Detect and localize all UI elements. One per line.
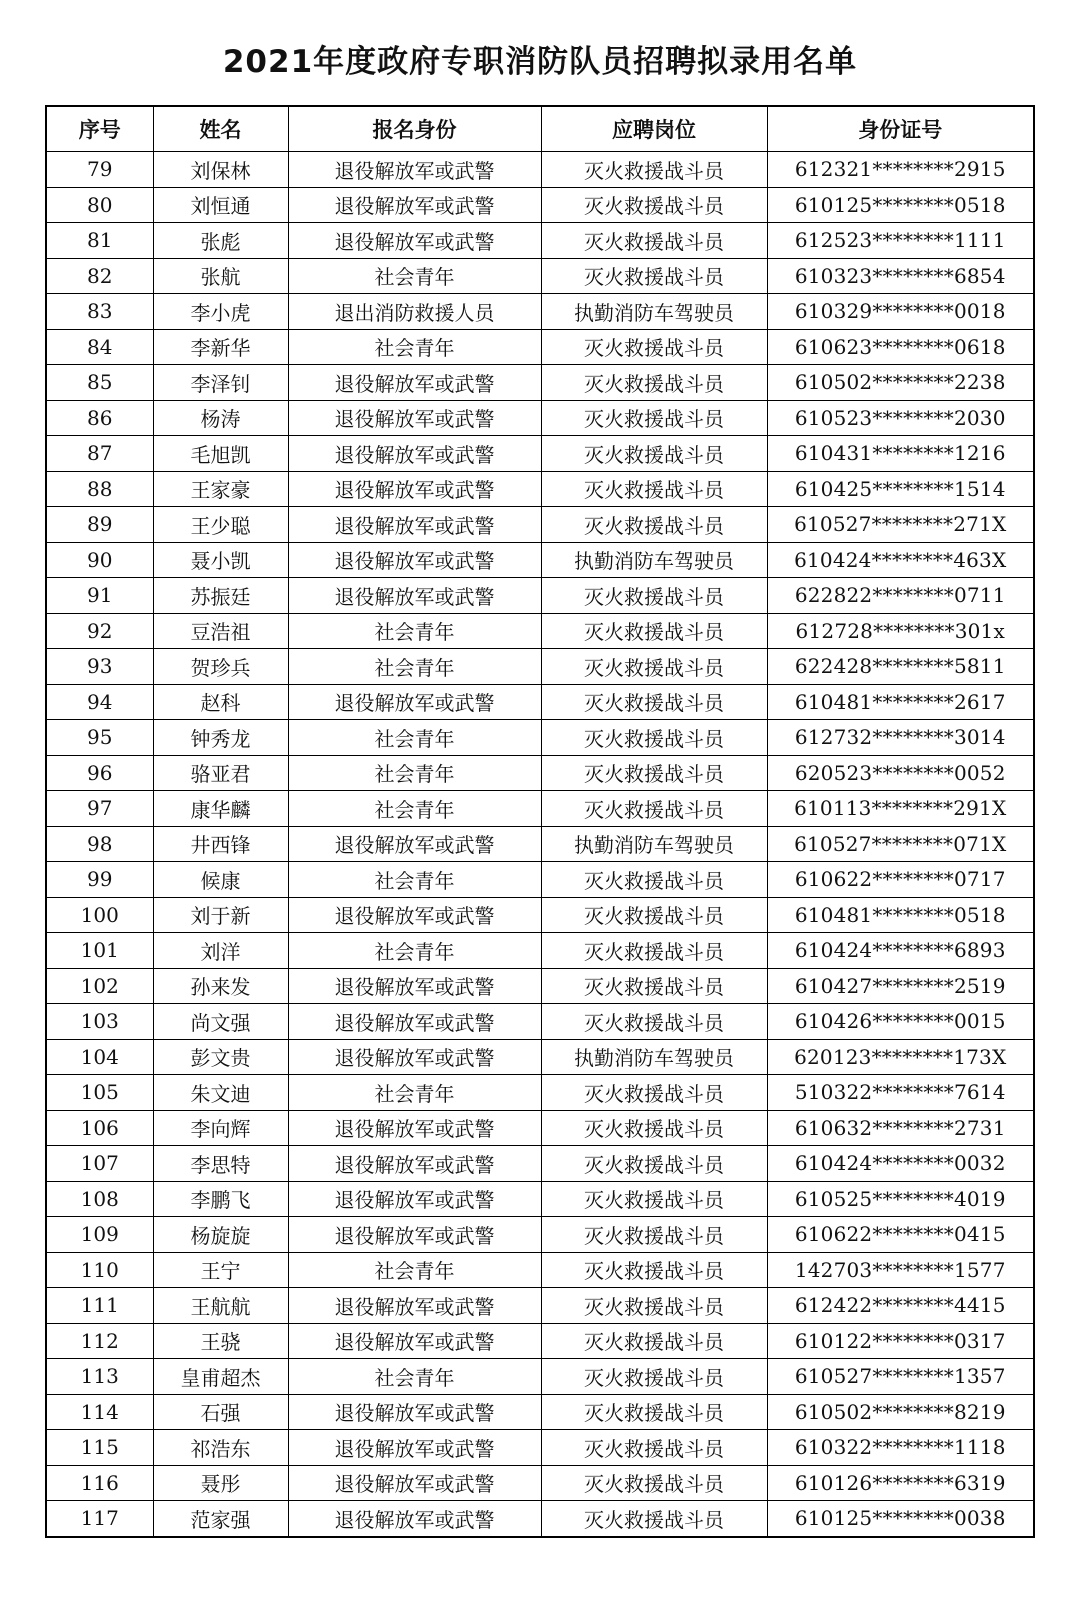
cell-name: 王少聪 bbox=[153, 507, 288, 543]
table-row bbox=[46, 1323, 1034, 1359]
cell-id-number: 610481********0518 bbox=[767, 897, 1034, 933]
cell-name: 范家强 bbox=[153, 1501, 288, 1537]
cell-index: 105 bbox=[46, 1075, 153, 1111]
cell-name: 李鹏飞 bbox=[153, 1181, 288, 1217]
cell-identity: 退役解放军或武警 bbox=[288, 1110, 541, 1146]
cell-id-number: 620523********0052 bbox=[767, 755, 1034, 791]
cell-name: 李向辉 bbox=[153, 1110, 288, 1146]
cell-identity: 退役解放军或武警 bbox=[288, 436, 541, 472]
cell-position: 灭火救援战斗员 bbox=[541, 1359, 767, 1395]
table-row bbox=[46, 1075, 1034, 1111]
cell-identity: 社会青年 bbox=[288, 933, 541, 969]
table-row bbox=[46, 826, 1034, 862]
cell-position: 灭火救援战斗员 bbox=[541, 1465, 767, 1501]
cell-index: 88 bbox=[46, 471, 153, 507]
table-row bbox=[46, 329, 1034, 365]
cell-index: 96 bbox=[46, 755, 153, 791]
table-row bbox=[46, 152, 1034, 188]
cell-position: 灭火救援战斗员 bbox=[541, 152, 767, 188]
cell-name: 张航 bbox=[153, 258, 288, 294]
cell-index: 103 bbox=[46, 1004, 153, 1040]
cell-identity: 退役解放军或武警 bbox=[288, 1039, 541, 1075]
cell-position: 灭火救援战斗员 bbox=[541, 1146, 767, 1182]
table-row bbox=[46, 258, 1034, 294]
cell-name: 王航航 bbox=[153, 1288, 288, 1324]
cell-identity: 退役解放军或武警 bbox=[288, 400, 541, 436]
table-row bbox=[46, 755, 1034, 791]
cell-id-number: 610427********2519 bbox=[767, 968, 1034, 1004]
cell-position: 灭火救援战斗员 bbox=[541, 755, 767, 791]
cell-index: 114 bbox=[46, 1394, 153, 1430]
cell-position: 灭火救援战斗员 bbox=[541, 471, 767, 507]
cell-index: 100 bbox=[46, 897, 153, 933]
cell-name: 聂彤 bbox=[153, 1465, 288, 1501]
cell-name: 王骁 bbox=[153, 1323, 288, 1359]
cell-position: 灭火救援战斗员 bbox=[541, 897, 767, 933]
cell-identity: 退役解放军或武警 bbox=[288, 1430, 541, 1466]
table-body bbox=[46, 152, 1034, 1537]
cell-identity: 退役解放军或武警 bbox=[288, 223, 541, 259]
table-row bbox=[46, 1501, 1034, 1537]
cell-index: 110 bbox=[46, 1252, 153, 1288]
cell-index: 115 bbox=[46, 1430, 153, 1466]
cell-identity: 退役解放军或武警 bbox=[288, 187, 541, 223]
cell-position: 灭火救援战斗员 bbox=[541, 1501, 767, 1537]
cell-name: 刘保林 bbox=[153, 152, 288, 188]
cell-id-number: 612523********1111 bbox=[767, 223, 1034, 259]
cell-position: 灭火救援战斗员 bbox=[541, 507, 767, 543]
cell-index: 80 bbox=[46, 187, 153, 223]
header-position: 应聘岗位 bbox=[541, 106, 767, 152]
table-row bbox=[46, 649, 1034, 685]
table-row bbox=[46, 684, 1034, 720]
cell-identity: 退役解放军或武警 bbox=[288, 1288, 541, 1324]
cell-id-number: 610632********2731 bbox=[767, 1110, 1034, 1146]
header-name: 姓名 bbox=[153, 106, 288, 152]
cell-name: 王宁 bbox=[153, 1252, 288, 1288]
cell-position: 灭火救援战斗员 bbox=[541, 862, 767, 898]
cell-id-number: 610502********8219 bbox=[767, 1394, 1034, 1430]
cell-index: 116 bbox=[46, 1465, 153, 1501]
table-row bbox=[46, 471, 1034, 507]
cell-name: 李新华 bbox=[153, 329, 288, 365]
cell-index: 79 bbox=[46, 152, 153, 188]
cell-index: 95 bbox=[46, 720, 153, 756]
cell-id-number: 610426********0015 bbox=[767, 1004, 1034, 1040]
cell-position: 灭火救援战斗员 bbox=[541, 968, 767, 1004]
cell-identity: 退役解放军或武警 bbox=[288, 365, 541, 401]
cell-identity: 社会青年 bbox=[288, 720, 541, 756]
table-row bbox=[46, 1359, 1034, 1395]
table-row bbox=[46, 1465, 1034, 1501]
cell-position: 灭火救援战斗员 bbox=[541, 365, 767, 401]
cell-name: 苏振廷 bbox=[153, 578, 288, 614]
cell-name: 皇甫超杰 bbox=[153, 1359, 288, 1395]
cell-name: 候康 bbox=[153, 862, 288, 898]
cell-index: 86 bbox=[46, 400, 153, 436]
table-row bbox=[46, 1288, 1034, 1324]
table-row bbox=[46, 507, 1034, 543]
table-row bbox=[46, 1146, 1034, 1182]
cell-index: 111 bbox=[46, 1288, 153, 1324]
cell-id-number: 610502********2238 bbox=[767, 365, 1034, 401]
table-row bbox=[46, 968, 1034, 1004]
cell-identity: 退役解放军或武警 bbox=[288, 471, 541, 507]
cell-name: 钟秀龙 bbox=[153, 720, 288, 756]
cell-position: 灭火救援战斗员 bbox=[541, 223, 767, 259]
cell-position: 灭火救援战斗员 bbox=[541, 187, 767, 223]
cell-name: 毛旭凯 bbox=[153, 436, 288, 472]
cell-index: 83 bbox=[46, 294, 153, 330]
cell-position: 灭火救援战斗员 bbox=[541, 720, 767, 756]
cell-name: 刘洋 bbox=[153, 933, 288, 969]
cell-position: 灭火救援战斗员 bbox=[541, 1430, 767, 1466]
cell-id-number: 610424********463X bbox=[767, 542, 1034, 578]
cell-name: 彭文贵 bbox=[153, 1039, 288, 1075]
table-row bbox=[46, 791, 1034, 827]
cell-identity: 社会青年 bbox=[288, 613, 541, 649]
cell-id-number: 612728********301x bbox=[767, 613, 1034, 649]
cell-index: 109 bbox=[46, 1217, 153, 1253]
cell-name: 李思特 bbox=[153, 1146, 288, 1182]
cell-index: 106 bbox=[46, 1110, 153, 1146]
table-row bbox=[46, 365, 1034, 401]
table-row bbox=[46, 187, 1034, 223]
cell-index: 104 bbox=[46, 1039, 153, 1075]
cell-id-number: 610527********271X bbox=[767, 507, 1034, 543]
table-row bbox=[46, 720, 1034, 756]
cell-index: 89 bbox=[46, 507, 153, 543]
cell-id-number: 610122********0317 bbox=[767, 1323, 1034, 1359]
table-row bbox=[46, 1004, 1034, 1040]
cell-position: 灭火救援战斗员 bbox=[541, 649, 767, 685]
cell-index: 98 bbox=[46, 826, 153, 862]
cell-index: 102 bbox=[46, 968, 153, 1004]
cell-name: 赵科 bbox=[153, 684, 288, 720]
cell-position: 灭火救援战斗员 bbox=[541, 436, 767, 472]
table-row bbox=[46, 613, 1034, 649]
cell-position: 灭火救援战斗员 bbox=[541, 613, 767, 649]
cell-index: 92 bbox=[46, 613, 153, 649]
cell-index: 82 bbox=[46, 258, 153, 294]
cell-id-number: 620123********173X bbox=[767, 1039, 1034, 1075]
table-row bbox=[46, 436, 1034, 472]
table-row bbox=[46, 1217, 1034, 1253]
cell-position: 灭火救援战斗员 bbox=[541, 1252, 767, 1288]
document-title: 2021年度政府专职消防队员招聘拟录用名单 bbox=[222, 44, 858, 80]
table-row bbox=[46, 1252, 1034, 1288]
cell-position: 执勤消防车驾驶员 bbox=[541, 542, 767, 578]
cell-index: 94 bbox=[46, 684, 153, 720]
cell-name: 井西锋 bbox=[153, 826, 288, 862]
cell-id-number: 610527********1357 bbox=[767, 1359, 1034, 1395]
cell-name: 张彪 bbox=[153, 223, 288, 259]
cell-position: 灭火救援战斗员 bbox=[541, 400, 767, 436]
cell-identity: 退役解放军或武警 bbox=[288, 826, 541, 862]
cell-id-number: 610125********0038 bbox=[767, 1501, 1034, 1537]
cell-identity: 退役解放军或武警 bbox=[288, 1501, 541, 1537]
cell-id-number: 610623********0618 bbox=[767, 329, 1034, 365]
cell-id-number: 622822********0711 bbox=[767, 578, 1034, 614]
table-row bbox=[46, 1181, 1034, 1217]
cell-index: 87 bbox=[46, 436, 153, 472]
cell-id-number: 610424********6893 bbox=[767, 933, 1034, 969]
cell-identity: 退役解放军或武警 bbox=[288, 1394, 541, 1430]
cell-position: 灭火救援战斗员 bbox=[541, 1075, 767, 1111]
cell-name: 孙来发 bbox=[153, 968, 288, 1004]
cell-identity: 退役解放军或武警 bbox=[288, 897, 541, 933]
cell-id-number: 610622********0717 bbox=[767, 862, 1034, 898]
cell-index: 81 bbox=[46, 223, 153, 259]
table-row bbox=[46, 578, 1034, 614]
cell-position: 灭火救援战斗员 bbox=[541, 1394, 767, 1430]
cell-identity: 退役解放军或武警 bbox=[288, 1181, 541, 1217]
cell-position: 灭火救援战斗员 bbox=[541, 1217, 767, 1253]
cell-index: 112 bbox=[46, 1323, 153, 1359]
header-id-number: 身份证号 bbox=[767, 106, 1034, 152]
cell-name: 石强 bbox=[153, 1394, 288, 1430]
cell-index: 84 bbox=[46, 329, 153, 365]
cell-name: 康华麟 bbox=[153, 791, 288, 827]
cell-position: 灭火救援战斗员 bbox=[541, 1288, 767, 1324]
cell-name: 刘于新 bbox=[153, 897, 288, 933]
cell-position: 灭火救援战斗员 bbox=[541, 933, 767, 969]
cell-name: 祁浩东 bbox=[153, 1430, 288, 1466]
cell-name: 豆浩祖 bbox=[153, 613, 288, 649]
cell-name: 杨旋旋 bbox=[153, 1217, 288, 1253]
hire-list-table bbox=[45, 105, 1035, 1538]
cell-id-number: 610523********2030 bbox=[767, 400, 1034, 436]
table-row bbox=[46, 542, 1034, 578]
cell-index: 113 bbox=[46, 1359, 153, 1395]
cell-index: 97 bbox=[46, 791, 153, 827]
cell-position: 灭火救援战斗员 bbox=[541, 578, 767, 614]
table-row bbox=[46, 862, 1034, 898]
cell-id-number: 610425********1514 bbox=[767, 471, 1034, 507]
cell-position: 执勤消防车驾驶员 bbox=[541, 1039, 767, 1075]
cell-position: 执勤消防车驾驶员 bbox=[541, 294, 767, 330]
cell-identity: 社会青年 bbox=[288, 1359, 541, 1395]
cell-identity: 退役解放军或武警 bbox=[288, 1323, 541, 1359]
cell-name: 王家豪 bbox=[153, 471, 288, 507]
cell-name: 聂小凯 bbox=[153, 542, 288, 578]
cell-index: 91 bbox=[46, 578, 153, 614]
cell-id-number: 610622********0415 bbox=[767, 1217, 1034, 1253]
cell-index: 107 bbox=[46, 1146, 153, 1182]
cell-index: 117 bbox=[46, 1501, 153, 1537]
table-row bbox=[46, 1110, 1034, 1146]
cell-id-number: 510322********7614 bbox=[767, 1075, 1034, 1111]
cell-name: 杨涛 bbox=[153, 400, 288, 436]
cell-name: 骆亚君 bbox=[153, 755, 288, 791]
cell-position: 灭火救援战斗员 bbox=[541, 791, 767, 827]
cell-identity: 退役解放军或武警 bbox=[288, 1004, 541, 1040]
cell-identity: 社会青年 bbox=[288, 791, 541, 827]
cell-identity: 退役解放军或武警 bbox=[288, 684, 541, 720]
cell-position: 灭火救援战斗员 bbox=[541, 329, 767, 365]
cell-position: 灭火救援战斗员 bbox=[541, 1110, 767, 1146]
cell-id-number: 612422********4415 bbox=[767, 1288, 1034, 1324]
cell-position: 灭火救援战斗员 bbox=[541, 1323, 767, 1359]
cell-id-number: 610525********4019 bbox=[767, 1181, 1034, 1217]
cell-name: 李泽钊 bbox=[153, 365, 288, 401]
table-row bbox=[46, 1039, 1034, 1075]
cell-id-number: 610322********1118 bbox=[767, 1430, 1034, 1466]
cell-identity: 退役解放军或武警 bbox=[288, 507, 541, 543]
cell-identity: 社会青年 bbox=[288, 1252, 541, 1288]
cell-name: 李小虎 bbox=[153, 294, 288, 330]
cell-id-number: 622428********5811 bbox=[767, 649, 1034, 685]
cell-index: 85 bbox=[46, 365, 153, 401]
cell-id-number: 610323********6854 bbox=[767, 258, 1034, 294]
table-row bbox=[46, 223, 1034, 259]
cell-id-number: 142703********1577 bbox=[767, 1252, 1034, 1288]
cell-identity: 退役解放军或武警 bbox=[288, 152, 541, 188]
table-row bbox=[46, 933, 1034, 969]
cell-index: 90 bbox=[46, 542, 153, 578]
cell-name: 朱文迪 bbox=[153, 1075, 288, 1111]
cell-name: 贺珍兵 bbox=[153, 649, 288, 685]
header-index: 序号 bbox=[46, 106, 153, 152]
table-row bbox=[46, 294, 1034, 330]
cell-position: 执勤消防车驾驶员 bbox=[541, 826, 767, 862]
cell-identity: 退役解放军或武警 bbox=[288, 1146, 541, 1182]
header-identity: 报名身份 bbox=[288, 106, 541, 152]
cell-index: 101 bbox=[46, 933, 153, 969]
cell-identity: 退役解放军或武警 bbox=[288, 1217, 541, 1253]
table-row bbox=[46, 1430, 1034, 1466]
cell-id-number: 610125********0518 bbox=[767, 187, 1034, 223]
cell-id-number: 610126********6319 bbox=[767, 1465, 1034, 1501]
cell-identity: 退役解放军或武警 bbox=[288, 578, 541, 614]
cell-identity: 社会青年 bbox=[288, 755, 541, 791]
table-header-row bbox=[46, 106, 1034, 152]
cell-id-number: 610481********2617 bbox=[767, 684, 1034, 720]
cell-identity: 退役解放军或武警 bbox=[288, 968, 541, 1004]
cell-index: 99 bbox=[46, 862, 153, 898]
table-row bbox=[46, 400, 1034, 436]
cell-position: 灭火救援战斗员 bbox=[541, 684, 767, 720]
cell-id-number: 610527********071X bbox=[767, 826, 1034, 862]
cell-identity: 社会青年 bbox=[288, 649, 541, 685]
cell-id-number: 612321********2915 bbox=[767, 152, 1034, 188]
table-row bbox=[46, 1394, 1034, 1430]
cell-id-number: 612732********3014 bbox=[767, 720, 1034, 756]
cell-position: 灭火救援战斗员 bbox=[541, 1004, 767, 1040]
cell-identity: 退役解放军或武警 bbox=[288, 1465, 541, 1501]
cell-position: 灭火救援战斗员 bbox=[541, 1181, 767, 1217]
cell-id-number: 610431********1216 bbox=[767, 436, 1034, 472]
cell-identity: 退役解放军或武警 bbox=[288, 542, 541, 578]
cell-id-number: 610113********291X bbox=[767, 791, 1034, 827]
cell-identity: 社会青年 bbox=[288, 1075, 541, 1111]
cell-id-number: 610424********0032 bbox=[767, 1146, 1034, 1182]
cell-index: 108 bbox=[46, 1181, 153, 1217]
cell-name: 刘恒通 bbox=[153, 187, 288, 223]
cell-identity: 退出消防救援人员 bbox=[288, 294, 541, 330]
cell-name: 尚文强 bbox=[153, 1004, 288, 1040]
cell-position: 灭火救援战斗员 bbox=[541, 258, 767, 294]
cell-identity: 社会青年 bbox=[288, 862, 541, 898]
table-row bbox=[46, 897, 1034, 933]
cell-id-number: 610329********0018 bbox=[767, 294, 1034, 330]
cell-identity: 社会青年 bbox=[288, 258, 541, 294]
cell-identity: 社会青年 bbox=[288, 329, 541, 365]
cell-index: 93 bbox=[46, 649, 153, 685]
